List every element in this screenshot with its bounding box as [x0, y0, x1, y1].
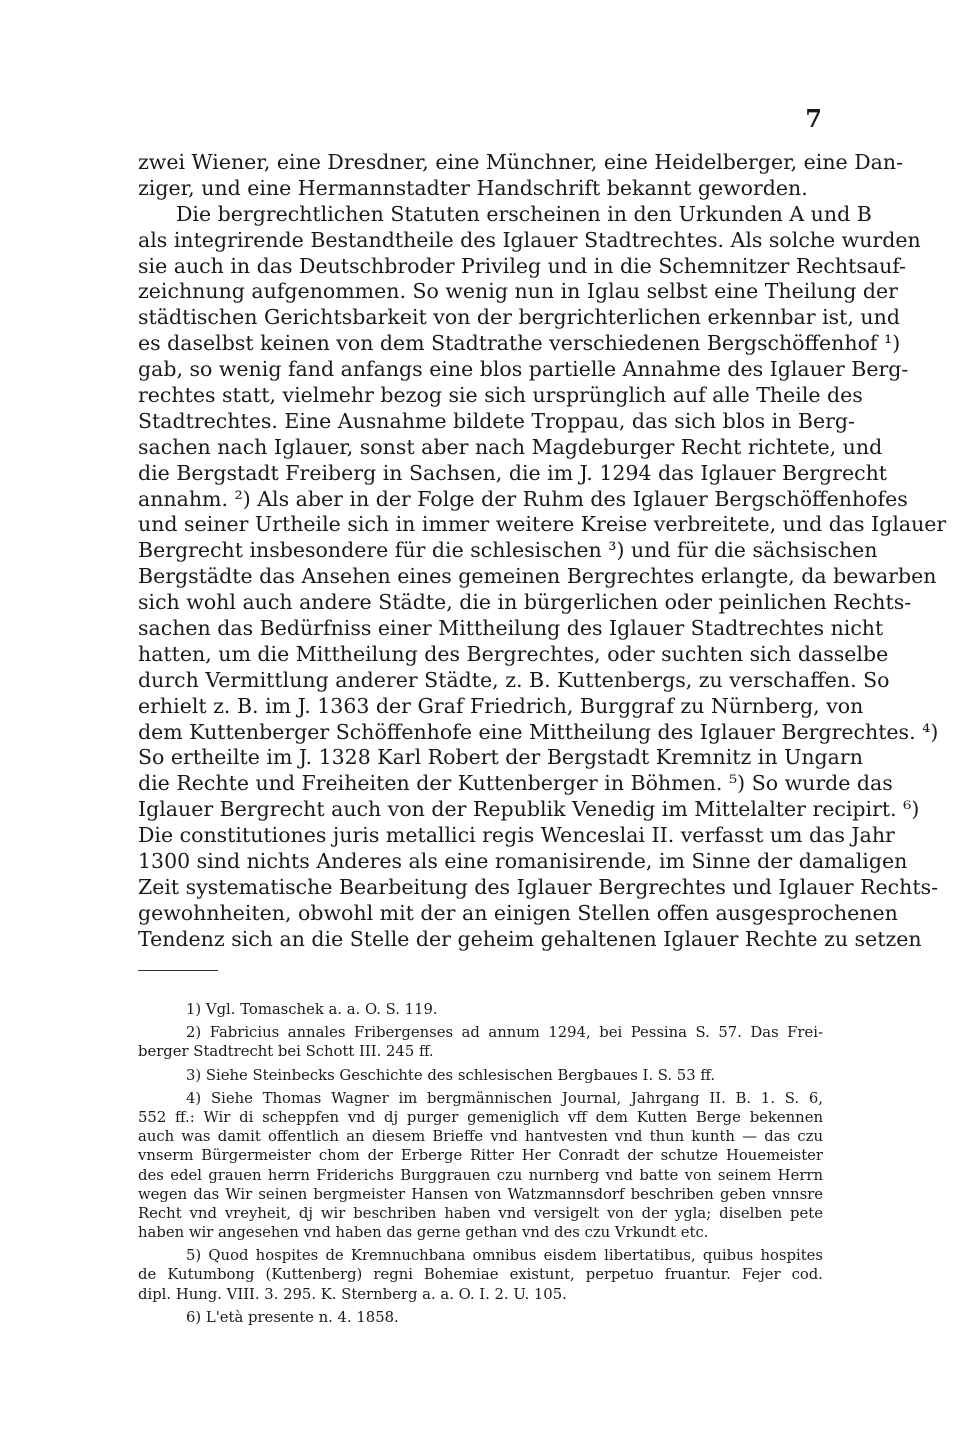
footnote-line: 5) Quod hospites de Kremnuchbana omnibus eisdem libertatibus, quibus hospites [186, 1247, 823, 1265]
text-line: rechtes statt, vielmehr bezog sie sich ursprünglich auf alle Theile des [138, 383, 863, 408]
text-line: ziger, und eine Hermannstadter Handschrift bekannt geworden. [138, 175, 808, 200]
footnote-line: 4) Siehe Thomas Wagner im bergmännischen Journal, Jahrgang II. B. 1. S. 6, [186, 1089, 823, 1107]
text-line: es daselbst keinen von dem Stadtrathe verschiedenen Bergschöffenhof ¹) [138, 331, 901, 356]
text-line: sachen das Bedürfniss einer Mittheilung des Iglauer Stadtrechtes nicht [138, 616, 884, 641]
footnote-line: 552 ff.: Wir di scheppfen vnd dj purger gemeniglich vff dem Kutten Berge bekennen [138, 1108, 823, 1126]
main-text [138, 150, 947, 953]
page-number: 7 [805, 104, 822, 133]
text-line: Zeit systematische Bearbeitung des Iglauer Bergrechtes und Iglauer Rechts- [138, 874, 939, 899]
footnote [138, 1023, 823, 1061]
text-line: und seiner Urtheile sich in immer weitere Kreise verbreitete, und das Iglauer [138, 512, 947, 537]
text-line: sie auch in das Deutschbroder Privileg und in die Schemnitzer Rechtsauf- [138, 253, 907, 278]
text-line: als integrirende Bestandtheile des Iglauer Stadtrechtes. Als solche wurden [138, 227, 921, 252]
text-line: Bergrecht insbesondere für die schlesischen ³) und für die sächsischen [138, 538, 878, 563]
footnote-line: de Kutumbong (Kuttenberg) regni Bohemiae existunt, perpetuo fruantur. Fejer cod. [138, 1266, 823, 1284]
footnote-line: dipl. Hung. VIII. 3. 295. K. Sternberg a. a. O. I. 2. U. 105. [138, 1285, 567, 1303]
footnote-line: vnserm Bürgermeister chom der Erberge Ritter Her Conradt der schutze Houemeister [138, 1147, 823, 1165]
text-line: hatten, um die Mittheilung des Bergrechtes, oder suchten sich dasselbe [138, 641, 889, 666]
footnote [138, 1066, 823, 1085]
footnote-separator [138, 970, 218, 971]
footnote [138, 1246, 823, 1304]
footnote-line: auch was damit offentlich an diesem Brieffe vnd hantvesten vnd thun kunth — das czu [138, 1128, 823, 1146]
text-line: Bergstädte das Ansehen eines gemeinen Bergrechtes erlangte, da bewarben [138, 564, 937, 589]
text-line: zwei Wiener, eine Dresdner, eine Münchner, eine Heidelberger, eine Dan- [138, 150, 903, 174]
text-line: sich wohl auch andere Städte, die in bürgerlichen oder peinlichen Rechts- [138, 590, 912, 615]
footnote [138, 1308, 823, 1327]
text-line: annahm. ²) Als aber in der Folge der Ruhm des Iglauer Bergschöffenhofes [138, 486, 908, 511]
footnote [138, 1089, 823, 1243]
footnotes [138, 1000, 823, 1331]
footnote-line: 3) Siehe Steinbecks Geschichte des schlesischen Bergbaues I. S. 53 ff. [186, 1066, 716, 1084]
footnote-line: 1) Vgl. Tomaschek a. a. O. S. 119. [186, 1001, 438, 1018]
text-line: die Rechte und Freiheiten der Kuttenberger in Böhmen. ⁵) So wurde das [138, 771, 893, 796]
footnote-line: wegen das Wir seinen bergmeister Hansen von Watzmannsdorf beschriben geben vnnsre [138, 1185, 823, 1203]
text-line: erhielt z. B. im J. 1363 der Graf Friedrich, Burggraf zu Nürnberg, von [138, 693, 864, 718]
footnote-line: des edel grauen herrn Friderichs Burggrauen czu nurnberg vnd batte von seinem Herrn [138, 1166, 823, 1184]
text-line: die Bergstadt Freiberg in Sachsen, die im J. 1294 das Iglauer Bergrecht [138, 460, 888, 485]
text-line: zeichnung aufgenommen. So wenig nun in Iglau selbst eine Theilung der [138, 279, 898, 304]
text-line: städtischen Gerichtsbarkeit von der bergrichterlichen erkennbar ist, und [138, 305, 900, 330]
text-line: gewohnheiten, obwohl mit der an einigen Stellen offen ausgesprochenen [138, 900, 898, 925]
footnote-line: haben wir angesehen vnd haben das gerne gethan vnd des czu Vrkundt etc. [138, 1224, 709, 1242]
text-line: 1300 sind nichts Anderes als eine romanisirende, im Sinne der damaligen [138, 849, 908, 874]
footnote [138, 1000, 823, 1019]
text-line: Die bergrechtlichen Statuten erscheinen in den Urkunden A und B [176, 201, 872, 226]
text-line: gab, so wenig fand anfangs eine blos partielle Annahme des Iglauer Berg- [138, 357, 909, 382]
text-line: Tendenz sich an die Stelle der geheim gehaltenen Iglauer Rechte zu setzen [138, 926, 922, 951]
footnote-line: berger Stadtrecht bei Schott III. 245 ff. [138, 1043, 434, 1061]
text-line: dem Kuttenberger Schöffenhofe eine Mittheilung des Iglauer Bergrechtes. ⁴) [138, 719, 939, 744]
footnote-line: Recht vnd vreyheit, dj wir beschriben haben vnd versigelt von der ygla; diselben pete [138, 1204, 823, 1222]
text-line: Die constitutiones juris metallici regis Wenceslai II. verfasst um das Jahr [138, 823, 895, 848]
footnote-line: 6) L'età presente n. 4. 1858. [186, 1308, 399, 1326]
text-line: durch Vermittlung anderer Städte, z. B. Kuttenbergs, zu verschaffen. So [138, 667, 890, 692]
footnote-line: 2) Fabricius annales Fribergenses ad annum 1294, bei Pessina S. 57. Das Frei- [186, 1024, 823, 1042]
text-line: sachen nach Iglauer, sonst aber nach Magdeburger Recht richtete, und [138, 434, 883, 459]
text-line: Iglauer Bergrecht auch von der Republik Venedig im Mittelalter recipirt. ⁶) [138, 797, 920, 822]
text-line: Stadtrechtes. Eine Ausnahme bildete Troppau, das sich blos in Berg- [138, 408, 855, 433]
text-line: So ertheilte im J. 1328 Karl Robert der Bergstadt Kremnitz in Ungarn [138, 745, 863, 770]
